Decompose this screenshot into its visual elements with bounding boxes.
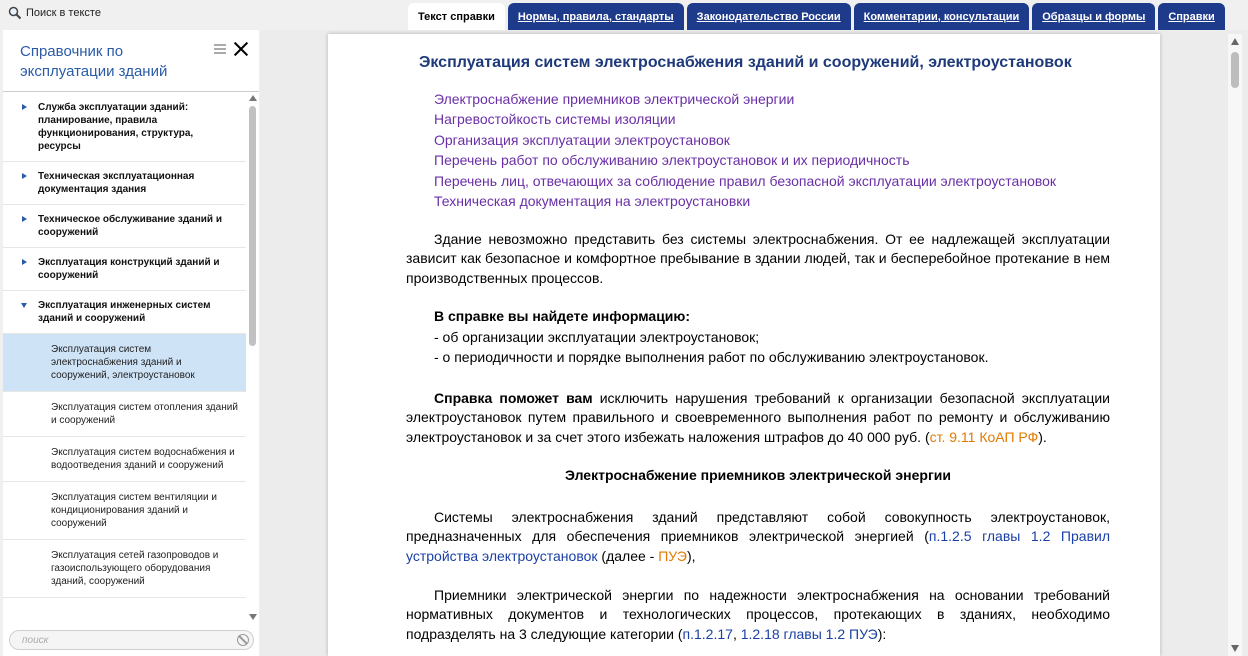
tree-subitem[interactable]: [3, 392, 246, 437]
top-bar: [0, 0, 1248, 30]
p1-end: ),: [686, 547, 696, 564]
sidebar: [3, 30, 259, 656]
tree-item-label: Эксплуатация систем водоснабжения и водоотведения зданий и сооружений: [51, 447, 235, 471]
search-icon: [8, 6, 22, 20]
clear-icon[interactable]: [237, 634, 249, 646]
tree-item-label: Эксплуатация систем отопления зданий и сооружений: [51, 402, 238, 426]
p2-end: ):: [877, 625, 887, 642]
tree-item-label: Эксплуатация инженерных систем зданий и сооружений: [38, 300, 211, 324]
scroll-up-icon[interactable]: [249, 95, 257, 101]
chevron-right-icon: [22, 259, 27, 265]
help-text: исключить нарушения требований к организации безопасной эксплуатации электроустановок путем правильного и своевременного выполнения работ по ремонту и обслуживанию электроустановок и за счет этого избежать наложения штрафов до 40 000 руб. (: [406, 390, 1110, 445]
close-icon[interactable]: [234, 42, 248, 56]
document-page: [328, 34, 1160, 656]
toc-link[interactable]: Организация эксплуатации электроустановок: [434, 131, 730, 148]
tree-item-label: Эксплуатация конструкций зданий и сооружений: [38, 257, 220, 281]
tab-norms[interactable]: Нормы, правила, стандарты: [508, 3, 684, 30]
tab-help-text[interactable]: Текст справки: [408, 3, 505, 30]
toc-link[interactable]: Перечень лиц, отвечающих за соблюдение правил безопасной эксплуатации электроустановок: [434, 172, 1057, 189]
paragraph-1: [406, 508, 1110, 566]
tree-item-label: Эксплуатация систем электроснабжения зданий и сооружений, электроустановок: [51, 344, 195, 381]
main-scrollbar[interactable]: [1228, 34, 1242, 656]
section-heading: Электроснабжение приемников электрической энергии: [564, 467, 951, 483]
help-paragraph: [406, 389, 1110, 447]
tree-item-expanded[interactable]: [3, 291, 246, 334]
tree-subitem-selected[interactable]: [3, 334, 246, 392]
tree-subitem[interactable]: [3, 540, 246, 598]
tree-item-label: Техническая эксплуатационная документация здания: [38, 171, 195, 195]
help-bold-text: Справка поможет вам: [434, 390, 593, 406]
pue-abbr-link[interactable]: ПУЭ: [658, 547, 687, 564]
pue-1217-link[interactable]: п.1.2.17: [682, 625, 733, 642]
search-in-text-button[interactable]: [8, 6, 101, 20]
chevron-right-icon: [22, 173, 27, 179]
sidebar-title: Справочник по эксплуатации зданий: [20, 43, 168, 80]
document-title: Эксплуатация систем электроснабжения зданий и сооружений, электроустановок: [419, 54, 1072, 71]
tab-bar: [408, 3, 1225, 30]
koap-link[interactable]: ст. 9.11 КоАП РФ: [929, 428, 1039, 445]
scroll-down-icon[interactable]: [1231, 645, 1239, 652]
scroll-up-icon[interactable]: [1231, 38, 1239, 45]
sidebar-scrollbar[interactable]: [248, 94, 258, 620]
sidebar-search: [9, 630, 254, 650]
sidebar-search-input[interactable]: [22, 633, 222, 647]
tree-item[interactable]: [3, 205, 246, 248]
main-content: [260, 30, 1248, 656]
tree-item-label: Эксплуатация сетей газопроводов и газоиспользующего оборудования зданий, сооружений: [51, 550, 219, 587]
toc-link[interactable]: Перечень работ по обслуживанию электроустановок и их периодичность: [434, 152, 910, 169]
search-in-text-label: Поиск в тексте: [26, 7, 101, 19]
tab-legislation[interactable]: Законодательство России: [687, 3, 851, 30]
sidebar-header: [3, 30, 259, 92]
scroll-down-icon[interactable]: [249, 614, 257, 620]
tree-item[interactable]: [3, 162, 246, 205]
tree-subitem[interactable]: [3, 437, 246, 482]
p2-sep: ,: [732, 625, 741, 642]
intro-text: Здание невозможно представить без системы электроснабжения. От ее надлежащей эксплуатации зависит как безопасное и комфортное пребывание в здании людей, так и бесперебойное протекание в нем производственных процессов.: [406, 231, 1110, 286]
pue-1218-link[interactable]: 1.2.18 главы 1.2 ПУЭ: [740, 625, 878, 642]
menu-icon[interactable]: [214, 44, 226, 54]
tree-item[interactable]: [3, 93, 246, 162]
toc-link[interactable]: Электроснабжение приемников электрической энергии: [434, 91, 795, 107]
scrollbar-thumb[interactable]: [1231, 52, 1239, 88]
chevron-down-icon: [21, 303, 27, 308]
tree-item-label: Техническое обслуживание зданий и сооружений: [38, 214, 223, 238]
sidebar-tree: [3, 93, 246, 613]
help-end: ).: [1038, 428, 1047, 445]
p2-text: Приемники электрической энергии по надежности электроснабжения на основании требований нормативных документов и технологических процессов, протекающих в зданиях, необходимо подразделять на 3 следующие категории (: [406, 587, 1110, 642]
tab-references[interactable]: Справки: [1158, 3, 1224, 30]
tree-item-label: Эксплуатация систем вентиляции и кондиционирования зданий и сооружений: [51, 492, 217, 529]
intro-paragraph: [406, 230, 1110, 288]
tree-item-label: Служба эксплуатации зданий: планирование, правила функционирования, структура, ресурсы: [38, 102, 194, 152]
info-heading: В справке вы найдете информацию:: [434, 308, 691, 324]
paragraph-2: [406, 586, 1110, 644]
p1-mid: (далее -: [597, 547, 659, 564]
tab-samples[interactable]: Образцы и формы: [1032, 3, 1155, 30]
scrollbar-thumb[interactable]: [249, 106, 256, 346]
tree-subitem[interactable]: [3, 482, 246, 540]
info-item: - о периодичности и порядке выполнения работ по обслуживанию электроустановок.: [434, 349, 989, 365]
toc-link[interactable]: Нагревостойкость системы изоляции: [434, 111, 676, 128]
tree-item[interactable]: [3, 248, 246, 291]
p1-text: Системы электроснабжения зданий представляют собой совокупность электроустановок, предназначенных для обеспечения приемников электрической энергией (: [406, 509, 1110, 545]
chevron-right-icon: [22, 216, 27, 222]
table-of-contents: [434, 89, 1056, 211]
info-item: - об организации эксплуатации электроустановок;: [434, 329, 760, 345]
chevron-right-icon: [22, 104, 27, 110]
pue-rule-link[interactable]: п.1.2.5 главы 1.2 Правил устройства электроустановок: [406, 528, 1110, 564]
toc-link[interactable]: Техническая документация на электроустановки: [434, 193, 751, 210]
tab-comments[interactable]: Комментарии, консультации: [854, 3, 1030, 30]
